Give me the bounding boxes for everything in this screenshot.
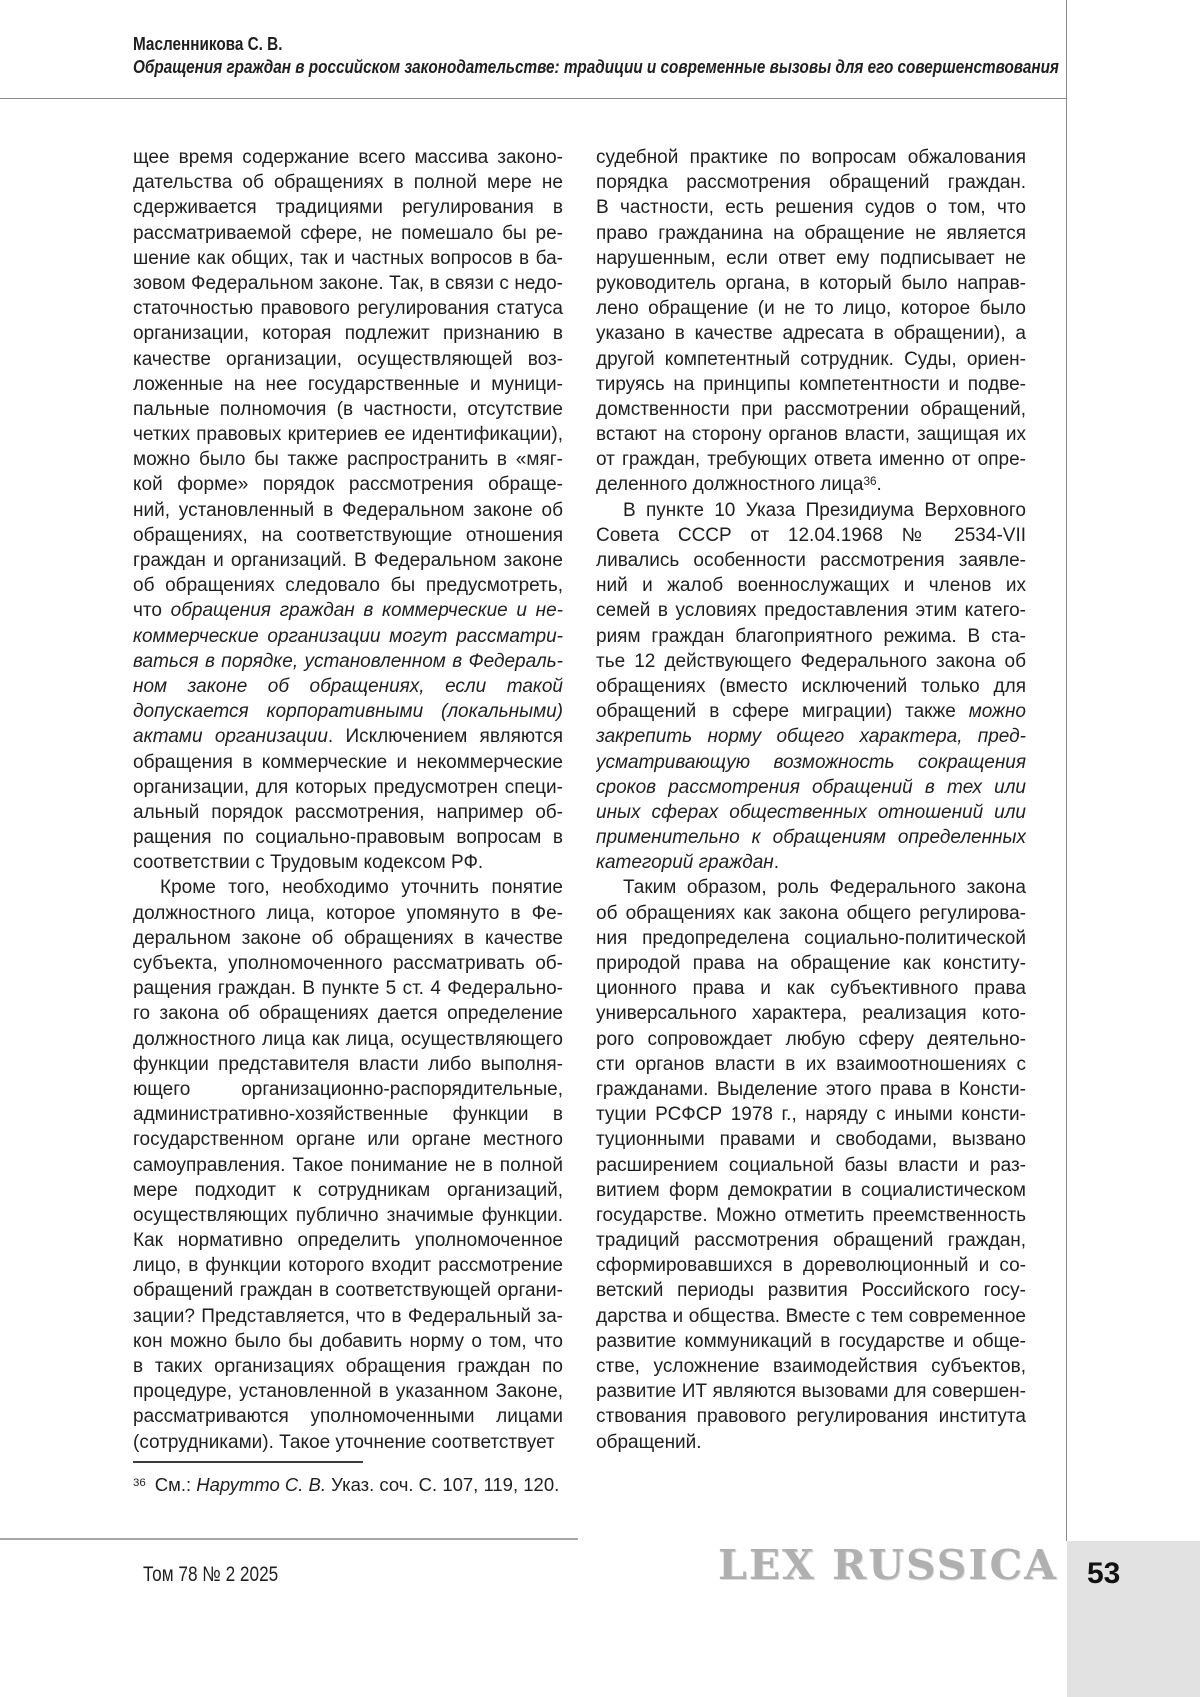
text-line: нарушенным, если ответ ему подписывает не	[596, 247, 1026, 269]
footer-divider	[0, 1538, 578, 1540]
text-line: ливались особенности рассмотрения заявле-	[596, 550, 1026, 571]
text-column-left	[133, 145, 563, 1455]
text-line: ний, установленный в Федеральном законе об	[133, 499, 563, 521]
text-column-right	[596, 145, 1026, 1455]
journal-logo: LEX RUSSICA	[718, 1541, 1058, 1589]
text-line: щее время содержание всего массива законо-	[133, 147, 563, 168]
text-line: (сотрудниками). Такое уточнение соответствует	[133, 1431, 555, 1453]
text-line: об обращениях как закона общего регулирова-	[596, 902, 1026, 924]
footnote	[133, 1473, 578, 1497]
text-line: граждан и организаций. В Федеральном законе	[133, 550, 563, 571]
text-line: рого сопровождает любую сферу деятельно-	[596, 1028, 1026, 1050]
text-line: зовом Федеральном законе. Так, в связи с недо-	[133, 272, 563, 294]
text-line: лицо, в функции которого входит рассмотрение	[133, 1255, 563, 1277]
text-line: ращения граждан. В пункте 5 ст. 4 Федерально-	[133, 978, 563, 1000]
text-line: тируясь на принципы компетентности и подве-	[596, 373, 1026, 395]
text-line: применительно к обращениям определенных	[596, 827, 1026, 849]
text-line: коммерческие организации могут рассматри-	[133, 625, 563, 647]
text-line: закрепить норму общего характера, пред-	[596, 726, 1026, 748]
text-line: природой права на обращение как конститу-	[596, 953, 1026, 974]
header-divider	[0, 98, 1067, 99]
text-line: организации, для которых предусмотрен специ-	[133, 776, 563, 798]
text-line: указано в качестве адресата в обращении), а	[596, 323, 1026, 345]
text-line: риям граждан благоприятного режима. В ста-	[596, 625, 1026, 647]
text-line: обращений.	[596, 1431, 702, 1453]
text-line: домственности при рассмотрении обращений,	[596, 398, 1026, 420]
text-line: организации, которая подлежит признанию в	[133, 323, 563, 345]
text-line: стве, усложнение взаимодействия субъектов,	[596, 1356, 1026, 1377]
text-line: В частности, есть решения судов о том, что	[596, 197, 1026, 219]
text-line: руководитель органа, в который было направ-	[596, 272, 1026, 294]
text-line: усматривающую возможность сокращения	[596, 751, 1026, 773]
text-line: право гражданина на обращение не является	[596, 222, 1026, 244]
text-line: альный порядок рассмотрения, например об-	[133, 801, 563, 823]
text-line: от граждан, требующих ответа именно от опре-	[596, 449, 1026, 471]
text-line: развитие коммуникаций в государстве и обще-	[596, 1330, 1026, 1352]
text-line: го закона об обращениях дается определение	[133, 1003, 563, 1025]
text-line: дательства об обращениях в полной мере не	[133, 172, 563, 194]
text-line: рассматриваемой сфере, не помешало бы ре-	[133, 222, 563, 244]
text-line: туции РСФСР 1978 г., наряду с иными консти-	[596, 1104, 1026, 1126]
text-line: можно было бы также распространить в «мяг-	[133, 449, 563, 471]
text-line: функции представителя власти либо выполня-	[133, 1053, 563, 1075]
text-line: соответствии с Трудовым кодексом РФ.	[133, 852, 484, 874]
text-line: судебной практике по вопросам обжалования	[596, 147, 1026, 168]
text-line: государстве. Можно отметить преемственность	[596, 1204, 1026, 1226]
text-line: традиций рассмотрения обращений граждан,	[596, 1230, 1026, 1252]
text-line: сроков рассмотрения обращений в тех или	[596, 776, 1026, 798]
text-line: иных сферах общественных отношений или	[596, 801, 1026, 823]
text-line: в таких организациях обращения граждан по	[133, 1356, 563, 1377]
text-line: актами организации. Исключением являются	[133, 726, 563, 748]
text-line: государственном органе или органе местного	[133, 1129, 563, 1151]
text-line: туционными правами и свободами, вызвано	[596, 1129, 1026, 1151]
text-line: ращения по социально-правовым вопросам в	[133, 827, 563, 849]
author-name: Масленникова С. В.	[133, 34, 283, 54]
text-line: процедуре, установленной в указанном Законе,	[133, 1381, 563, 1403]
text-line: тье 12 действующего Федерального закона об	[596, 650, 1026, 672]
text-line: порядка рассмотрения обращений граждан.	[596, 172, 1026, 194]
text-line: качестве организации, осуществляющей воз-	[133, 348, 563, 370]
text-line: должностного лица как лица, осуществляющего	[133, 1028, 563, 1050]
text-line: сформировавшихся в дореволюционный и со-	[596, 1255, 1026, 1277]
text-line: что обращения граждан в коммерческие и не-	[133, 600, 563, 622]
text-line: самоуправления. Такое понимание не в полной	[133, 1154, 563, 1176]
text-line: универсального характера, реализация кото-	[596, 1003, 1026, 1025]
text-line: ний и жалоб военнослужащих и членов их	[596, 575, 1026, 597]
right-margin-divider	[1066, 0, 1067, 1541]
text-line: ном законе об обращениях, если такой	[133, 675, 563, 697]
text-line: ющего организационно-распорядительные,	[133, 1078, 563, 1100]
text-line: мере подходит к сотрудникам организаций,	[133, 1179, 563, 1201]
text-line: обращений граждан в соответствующей органи-	[133, 1280, 563, 1302]
text-line: обращения в коммерческие и некоммерческие	[133, 751, 563, 773]
text-line: об обращениях следовало бы предусмотреть,	[133, 575, 563, 597]
page-number-box	[1067, 1541, 1200, 1697]
text-line: витием форм демократии в социалистическом	[596, 1179, 1026, 1201]
text-line: Совета СССР от 12.04.1968 № 2534-VII	[596, 524, 1026, 546]
text-line: обращениях, на соответствующие отношения	[133, 524, 563, 546]
text-line: ния предопределена социально-политической	[596, 927, 1026, 949]
text-line: другой компетентный сотрудник. Суды, ориен-	[596, 348, 1026, 370]
text-line: пальные полномочия (в частности, отсутствие	[133, 398, 563, 420]
footnote-separator	[133, 1461, 363, 1463]
text-line: ствования правового регулирования института	[596, 1406, 1026, 1428]
text-line: Кроме того, необходимо уточнить понятие	[160, 877, 563, 899]
text-line: ваться в порядке, установленном в Федераль-	[133, 650, 563, 672]
volume-issue-label: Том 78 № 2 2025	[143, 1563, 279, 1586]
text-line: должностного лица, которое упомянуто в Фе-	[133, 902, 563, 924]
text-line: четких правовых критериев ее идентификации),	[133, 424, 563, 446]
text-line: дарства и общества. Вместе с тем современное	[596, 1305, 1026, 1327]
text-line: развитие ИТ являются вызовами для совершен-	[596, 1381, 1026, 1403]
text-line: ветский периоды развития Российского госу-	[596, 1280, 1026, 1302]
article-title: Обращения граждан в российском законодательстве: традиции и современные вызовы для его совершенствования	[133, 57, 1059, 77]
text-line: категорий граждан.	[596, 852, 780, 874]
page-number: 53	[1087, 1557, 1121, 1590]
text-line: В пункте 10 Указа Президиума Верховного	[623, 499, 1026, 521]
text-line: ложенные на нее государственные и муници-	[133, 373, 563, 395]
text-line: Таким образом, роль Федерального закона	[623, 877, 1026, 899]
text-line: деральном законе об обращениях в качестве	[133, 927, 563, 949]
text-line: сти органов власти в их взаимоотношениях с	[596, 1053, 1026, 1075]
text-line: ционного права и как субъективного права	[596, 978, 1026, 1000]
text-line: статочностью правового регулирования статуса	[133, 298, 563, 320]
text-line: обращений в сфере миграции) также можно	[596, 701, 1026, 723]
text-line: семей в условиях предоставления этим катего-	[596, 600, 1026, 622]
text-line: обращениях (вместо исключений только для	[596, 675, 1026, 697]
text-line: кон можно было бы добавить норму о том, что	[133, 1330, 563, 1352]
text-line: расширением социальной базы власти и раз-	[596, 1154, 1026, 1176]
text-line: рассматриваются уполномоченными лицами	[133, 1406, 563, 1428]
footnote-text: См.: Нарутто С. В. Указ. соч. С. 107, 119, 120.	[154, 1474, 560, 1495]
text-line: сдерживается традициями регулирования в	[133, 197, 563, 219]
text-line: зации? Представляется, что в Федеральный за-	[133, 1305, 563, 1327]
text-line: Как нормативно определить уполномоченное	[133, 1230, 563, 1252]
text-line: осуществляющих публично значимые функции.	[133, 1204, 563, 1226]
text-line: субъекта, уполномоченного рассматривать об-	[133, 953, 563, 974]
text-line: административно-хозяйственные функции в	[133, 1104, 563, 1126]
text-line: гражданами. Выделение этого права в Консти-	[596, 1078, 1026, 1100]
text-line: шение как общих, так и частных вопросов в ба-	[133, 247, 563, 269]
text-line: лено обращение (и не то лицо, которое было	[596, 298, 1026, 320]
text-line: допускается корпоративными (локальными)	[133, 701, 563, 723]
text-line: встают на сторону органов власти, защищая их	[596, 424, 1026, 446]
text-line: деленного должностного лица$^{36}$.	[596, 474, 882, 496]
text-line: кой форме» порядок рассмотрения обраще-	[133, 474, 563, 496]
footnote-marker: 36	[133, 1476, 146, 1489]
